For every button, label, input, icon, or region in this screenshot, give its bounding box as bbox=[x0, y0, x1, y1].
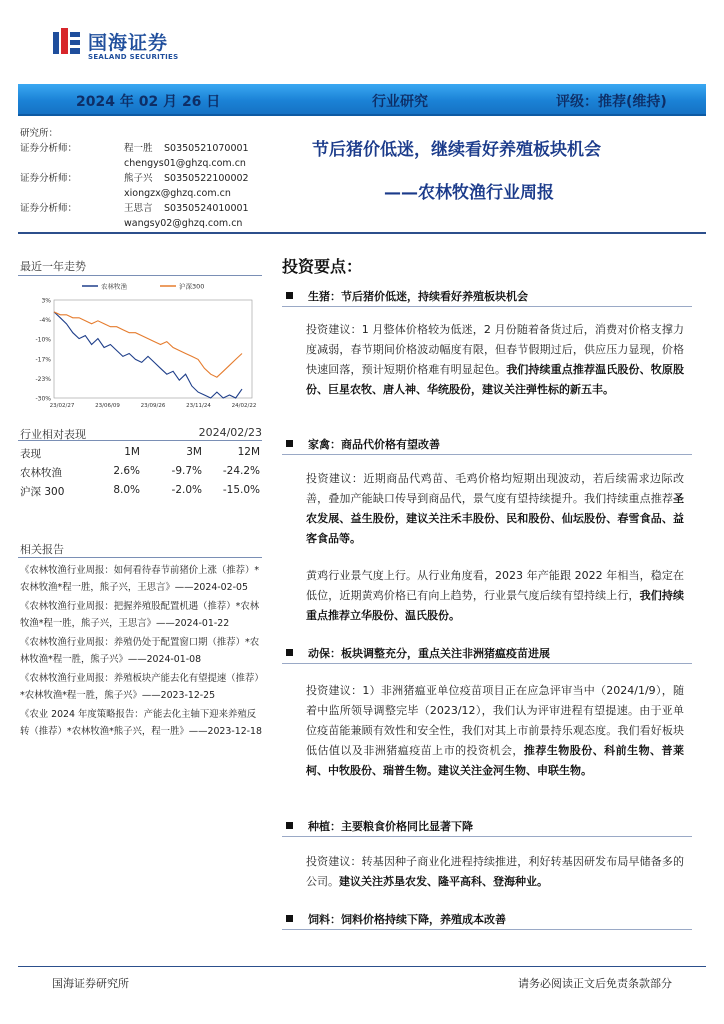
x-tick-label: 23/09/26 bbox=[140, 403, 166, 409]
paragraph-highlight: 我们持续重点推荐立华股份、温氏股份。 bbox=[306, 589, 685, 622]
paragraph-text: 投资建议：1）非洲猪瘟亚单位疫苗项目正在应急评审当中（2024/1/9），随着中监所领导调整完毕（2023/12），我们认为评审进程有望提速。由于亚单位疫苗能兼顾有效性和安全性，我们对其上市前景持乐观态度。我们看好板块低估值以及非洲猪瘟疫苗上市的投资机会， bbox=[306, 684, 684, 757]
trend-chart bbox=[24, 278, 258, 416]
table-header: 3M bbox=[186, 446, 202, 458]
section-paragraph bbox=[306, 469, 684, 549]
author-label: 证券分析师： bbox=[20, 173, 78, 184]
report-type: 行业研究 bbox=[372, 94, 428, 110]
report-subtitle: ——农林牧渔行业周报 bbox=[384, 183, 554, 203]
divider bbox=[282, 836, 692, 837]
paragraph-text: 投资建议：近期商品代鸡苗、毛鸡价格均短期出现波动，若后续需求边际改善，叠加产能缺口传导到商品代，景气度有望持续提升。我们持续重点推荐 bbox=[306, 472, 684, 505]
paragraph-text: 黄鸡行业景气度上行。从行业角度看，2023 年产能跟 2022 年相当，稳定在低位，近期黄鸡价格已有向上趋势，行业景气度后续有望持续上行， bbox=[306, 569, 684, 602]
y-tick-label: -23% bbox=[35, 375, 51, 383]
plot-frame bbox=[54, 300, 252, 398]
section-animal-health bbox=[282, 645, 692, 665]
divider bbox=[282, 663, 692, 664]
table-cell: -15.0% bbox=[222, 484, 260, 496]
y-tick-label: -17% bbox=[35, 356, 51, 364]
report-date: 2024 年 02 月 26 日 bbox=[76, 94, 221, 110]
paragraph-highlight: 我们持续重点推荐温氏股份、牧原股份、巨星农牧、唐人神、华统股份，建议关注弹性标的新五丰。 bbox=[306, 363, 685, 396]
paragraph-highlight: 推荐生物股份、科前生物、普莱柯、中牧股份、瑞普生物。建议关注金河生物、申联生物。 bbox=[306, 744, 684, 777]
section-hog bbox=[282, 288, 692, 308]
related-title: 相关报告 bbox=[20, 543, 64, 556]
related-report-link[interactable]: 《农林牧渔行业周报：养殖板块产能去化有望提速（推荐）*农林牧渔*程一胜，熊子兴》——2023-12-25 bbox=[20, 673, 264, 701]
series-line-1 bbox=[54, 312, 242, 398]
institute-label: 研究所： bbox=[20, 128, 59, 139]
legend-label: 农林牧渔 bbox=[101, 282, 127, 291]
perf-title: 行业相对表现 bbox=[20, 428, 86, 441]
section-heading: 饲料：饲料价格持续下降，养殖成本改善 bbox=[308, 913, 506, 926]
header-banner bbox=[18, 84, 706, 116]
related-report-link[interactable]: 《农林牧渔行业周报：如何看待春节前猪价上涨（推荐）*农林牧渔*程一胜，熊子兴，王思言》——2024-02-05 bbox=[20, 565, 260, 593]
footer-disclaimer: 请务必阅读正文后免责条款部分 bbox=[518, 977, 672, 990]
divider bbox=[282, 306, 692, 307]
report-title: 节后猪价低迷，继续看好养殖板块机会 bbox=[312, 140, 601, 160]
author-block bbox=[18, 126, 278, 231]
author-label: 证券分析师： bbox=[20, 143, 78, 154]
section-paragraph bbox=[306, 852, 684, 892]
logo bbox=[52, 24, 192, 64]
table-header: 表现 bbox=[20, 448, 41, 460]
logo-text: 国海证券 bbox=[88, 32, 169, 54]
y-tick-label: -4% bbox=[39, 317, 51, 325]
bullet-square-icon bbox=[286, 440, 293, 447]
author-license: S0350524010001 bbox=[164, 203, 249, 214]
author-email[interactable]: wangsy02@ghzq.com.cn bbox=[124, 218, 243, 229]
author-label: 证券分析师： bbox=[20, 203, 78, 214]
footer-institute: 国海证券研究所 bbox=[52, 977, 129, 990]
table-header: 1M bbox=[124, 446, 140, 458]
table-row bbox=[20, 484, 262, 503]
table-cell: 2.6% bbox=[113, 465, 140, 477]
author-license: S0350521070001 bbox=[164, 143, 249, 154]
table-cell: 沪深 300 bbox=[20, 486, 65, 498]
bullet-square-icon bbox=[286, 915, 293, 922]
legend-label: 沪深300 bbox=[179, 282, 205, 291]
section-heading: 动保：板块调整充分，重点关注非洲猪瘟疫苗进展 bbox=[308, 647, 550, 660]
table-cell: -2.0% bbox=[171, 484, 202, 496]
table-row bbox=[20, 465, 262, 484]
perf-date: 2024/02/23 bbox=[198, 426, 262, 439]
section-poultry bbox=[282, 436, 692, 456]
perf-table bbox=[20, 446, 262, 503]
section-planting bbox=[282, 818, 692, 838]
bullet-square-icon bbox=[286, 649, 293, 656]
table-cell: -9.7% bbox=[171, 465, 202, 477]
related-report-link[interactable]: 《农林牧渔行业周报：把握养殖股配置机遇（推荐）*农林牧渔*程一胜，熊子兴，王思言》——2024-01-22 bbox=[20, 601, 260, 629]
bullet-square-icon bbox=[286, 822, 293, 829]
divider bbox=[282, 929, 692, 930]
header-divider bbox=[18, 232, 706, 234]
paragraph-text: 投资建议：1 月整体价格较为低迷，2 月份随着备货过后，消费对价格支撑力度减弱，春节期间价格波动幅度有限，但春节假期过后，供应压力显现，价格快速回落，预计短期价格难有明显起色。 bbox=[306, 323, 684, 376]
table-cell: -24.2% bbox=[222, 465, 260, 477]
section-heading: 生猪：节后猪价低迷，持续看好养殖板块机会 bbox=[308, 290, 528, 303]
y-tick-label: 3% bbox=[41, 297, 51, 305]
author-name: 熊子兴 bbox=[124, 173, 153, 184]
author-name: 王思言 bbox=[124, 203, 153, 214]
table-header-row bbox=[20, 446, 262, 465]
divider bbox=[18, 557, 262, 558]
sealand-logo-icon bbox=[52, 26, 82, 56]
footer-divider bbox=[18, 966, 706, 967]
section-paragraph bbox=[306, 320, 684, 400]
investment-title: 投资要点： bbox=[282, 257, 363, 276]
section-heading: 种植：主要粮食价格同比显著下降 bbox=[308, 820, 473, 833]
table-cell: 农林牧渔 bbox=[20, 467, 62, 479]
table-cell: 8.0% bbox=[113, 484, 140, 496]
section-heading: 家禽：商品代价格有望改善 bbox=[308, 438, 440, 451]
trend-title: 最近一年走势 bbox=[20, 260, 86, 273]
author-license: S0350522100002 bbox=[164, 173, 249, 184]
author-email[interactable]: chengys01@ghzq.com.cn bbox=[124, 158, 246, 169]
table-header: 12M bbox=[237, 446, 260, 458]
divider bbox=[282, 454, 692, 455]
related-report-link[interactable]: 《农林牧渔行业周报：养殖仍处于配置窗口期（推荐）*农林牧渔*程一胜，熊子兴》——2024-01-08 bbox=[20, 637, 260, 665]
series-line-2 bbox=[54, 312, 242, 377]
report-rating: 评级：推荐(维持) bbox=[556, 94, 667, 110]
y-tick-label: -10% bbox=[35, 336, 51, 344]
related-report-link[interactable]: 《农业 2024 年度策略报告：产能去化主轴下迎来养殖反转（推荐）*农林牧渔*熊子兴，程一胜》——2023-12-18 bbox=[20, 709, 262, 737]
related-list bbox=[20, 563, 264, 743]
paragraph-text: 投资建议：转基因种子商业化进程持续推进，利好转基因研发布局早储备多的公司。 bbox=[306, 855, 684, 888]
x-tick-label: 24/02/22 bbox=[231, 403, 257, 409]
x-tick-label: 23/02/27 bbox=[49, 403, 75, 409]
paragraph-highlight: 圣农发展、益生股份，建议关注禾丰股份、民和股份、仙坛股份、春雪食品、益客食品等。 bbox=[306, 492, 684, 545]
paragraph-highlight: 建议关注苏垦农发、隆平高科、登海种业。 bbox=[339, 875, 548, 888]
x-tick-label: 23/06/09 bbox=[95, 403, 120, 409]
bullet-square-icon bbox=[286, 292, 293, 299]
author-name: 程一胜 bbox=[124, 143, 153, 154]
y-tick-label: -30% bbox=[35, 395, 51, 403]
section-paragraph bbox=[306, 681, 684, 781]
section-feed bbox=[282, 911, 692, 931]
section-paragraph bbox=[306, 566, 684, 626]
divider bbox=[18, 275, 262, 276]
author-email[interactable]: xiongzx@ghzq.com.cn bbox=[124, 188, 231, 199]
logo-english: SEALAND SECURITIES bbox=[88, 53, 179, 61]
x-tick-label: 23/11/24 bbox=[186, 403, 211, 409]
